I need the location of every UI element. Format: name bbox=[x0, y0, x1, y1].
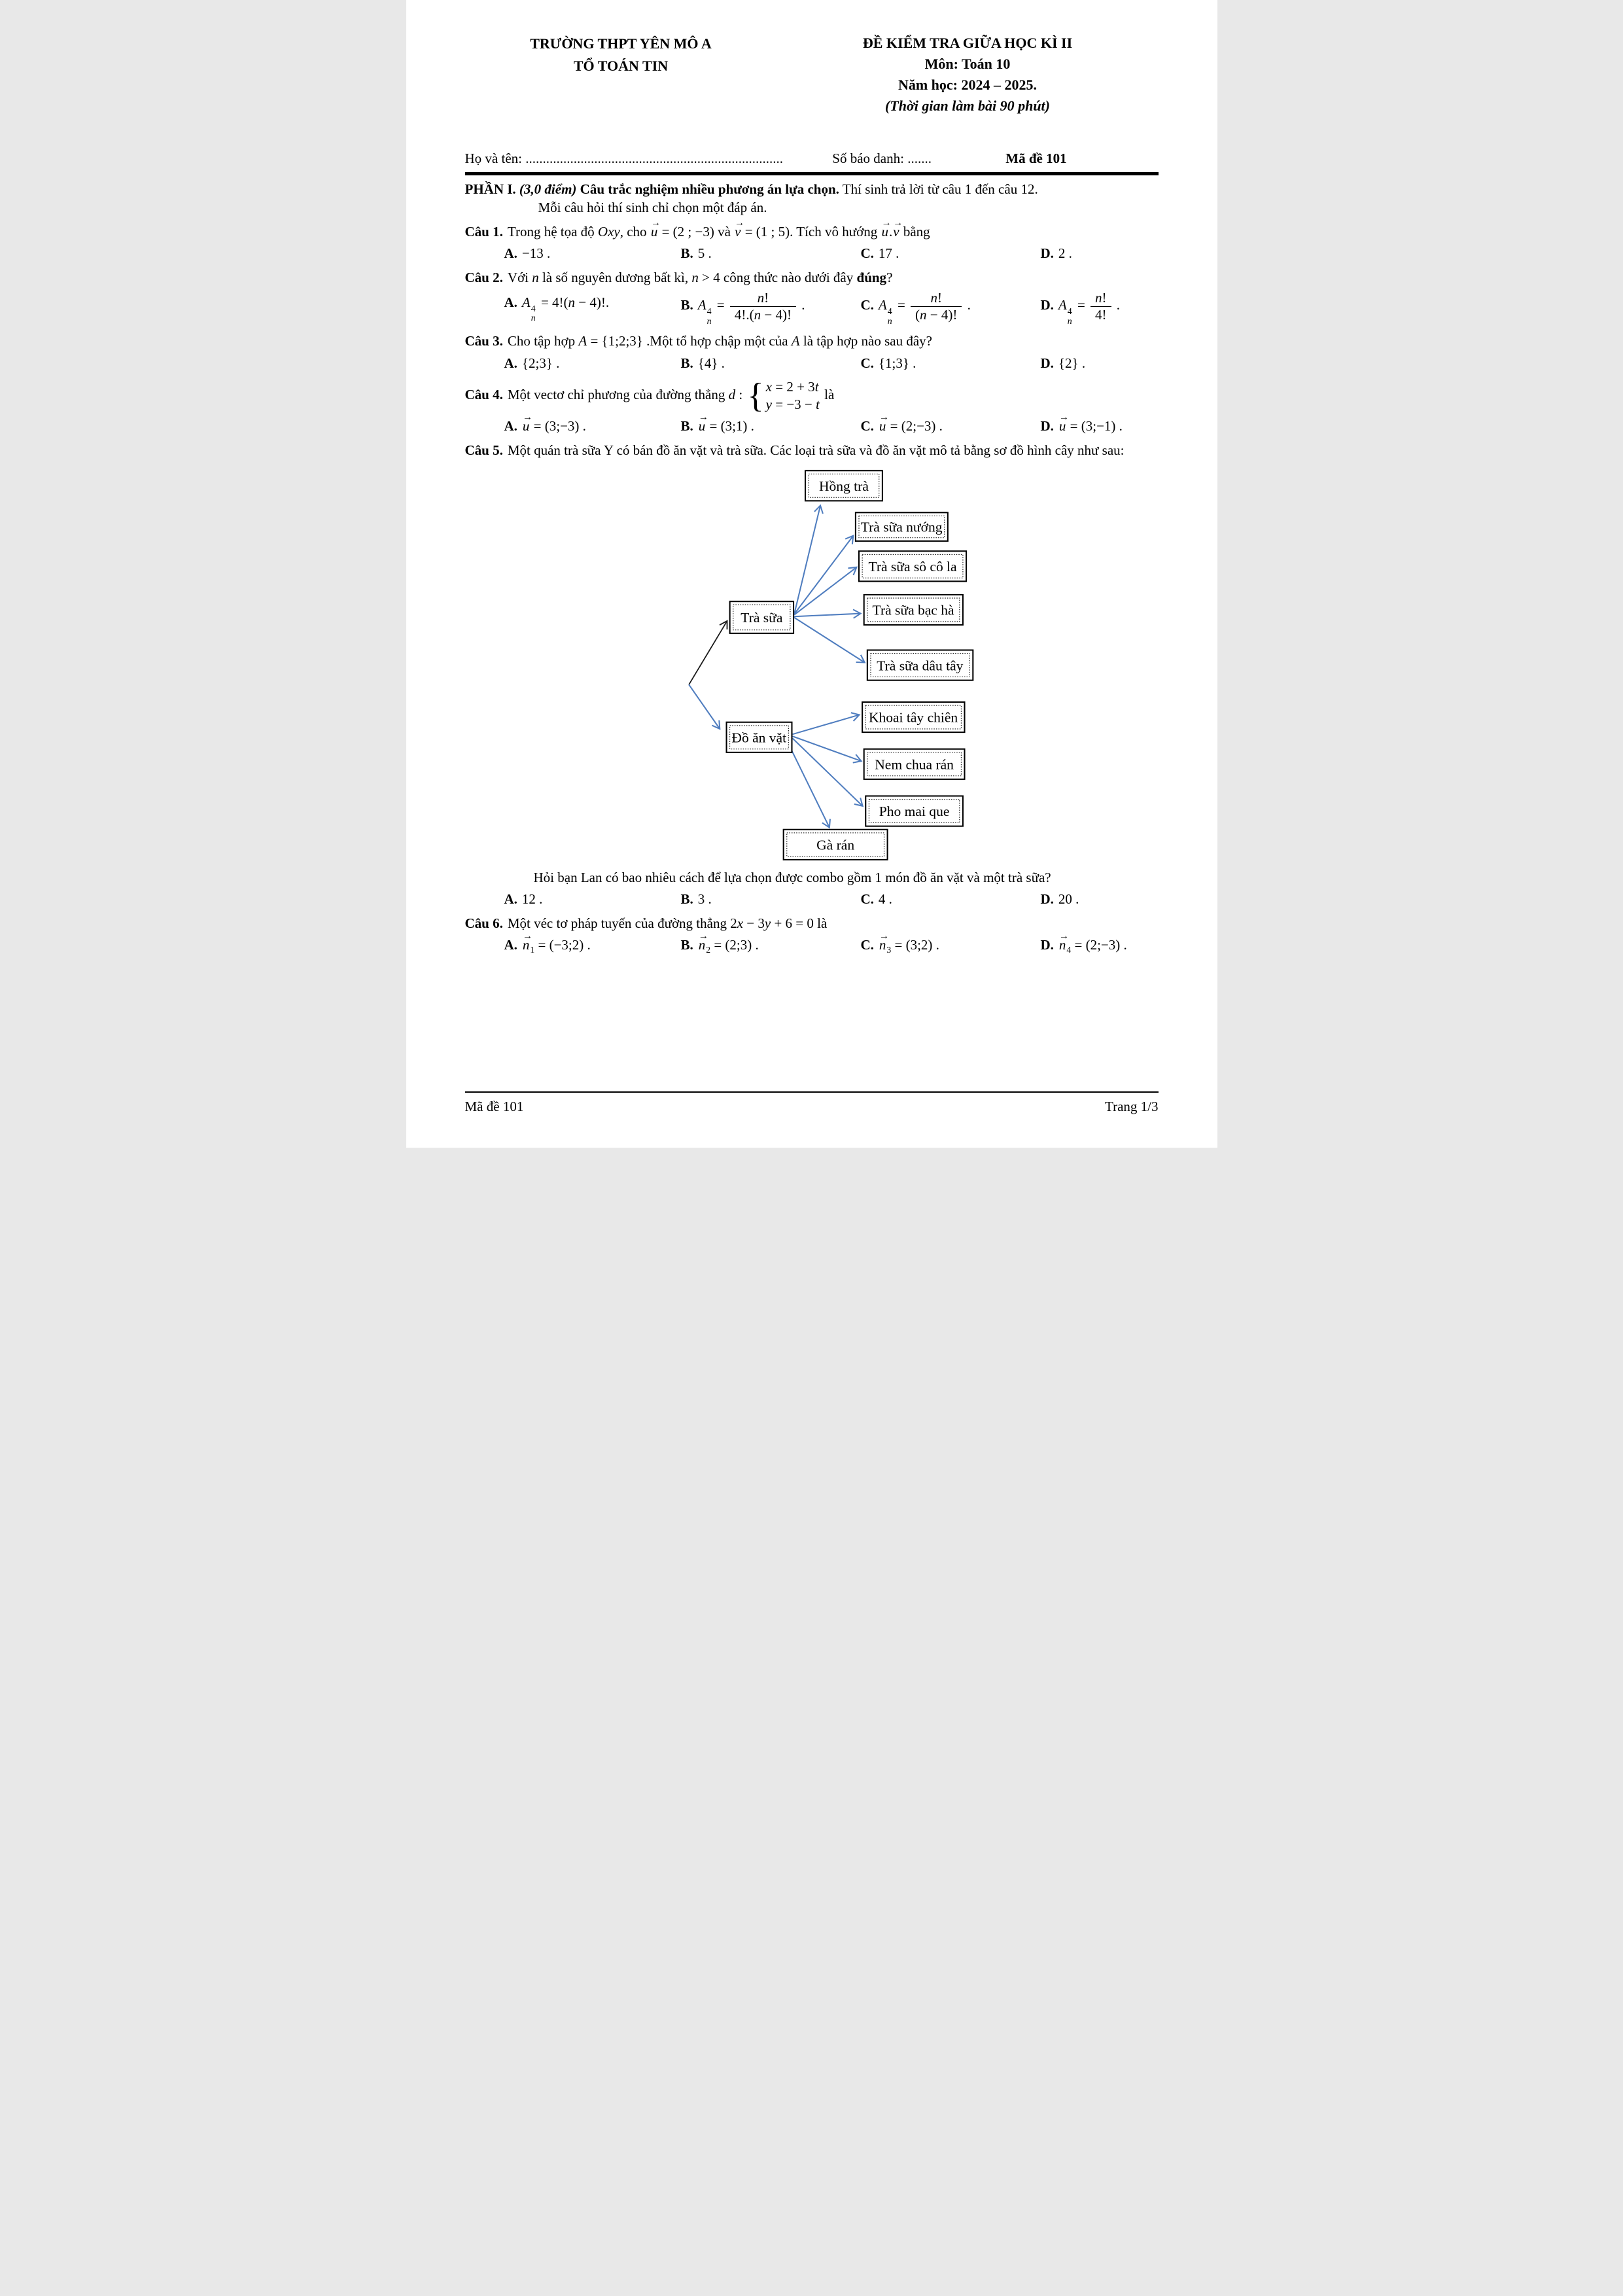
option-d: D. {2} . bbox=[1040, 355, 1086, 371]
arrow-to-dau-tay bbox=[794, 617, 865, 662]
part1-instruction: Mỗi câu hỏi thí sinh chỉ chọn một đáp án. bbox=[538, 199, 767, 215]
svg-text:Khoai tây chiên: Khoai tây chiên bbox=[868, 709, 958, 726]
footer-page-number: Trang 1/3 bbox=[1105, 1099, 1159, 1114]
option-b: B. 3 . bbox=[680, 891, 712, 908]
svg-text:Gà rán: Gà rán bbox=[816, 837, 854, 853]
option-c: C. 4 . bbox=[860, 891, 892, 908]
school-block bbox=[465, 33, 777, 116]
exam-block bbox=[777, 33, 1159, 116]
option-b: B. → u = (3;1) . bbox=[680, 412, 754, 434]
option-d: D. 2 . bbox=[1040, 245, 1072, 262]
part1-heading: PHẦN I. (3,0 điểm) Câu trắc nghiệm nhiều phương án lựa chọn. Thí sinh trả lời từ câu 1 đến câu 12. bbox=[464, 181, 1038, 197]
question-4-options bbox=[465, 412, 1159, 435]
option-d: D. → $n_4$ = (2;−3) . bbox=[1040, 931, 1127, 955]
arrow-root-to-tra-sua bbox=[689, 620, 727, 684]
question-3-stem: Câu 3. Cho tập hợp A = {1;2;3} .Một tổ hợp chập một của A là tập hợp nào sau đây? bbox=[464, 333, 932, 349]
question-2-options bbox=[465, 290, 1159, 326]
sbd-dots: ....... bbox=[907, 150, 932, 166]
option-d: D. → u = (3;−1) . bbox=[1040, 412, 1123, 434]
tree-diagram bbox=[686, 464, 978, 865]
option-c: C. A 4 n = $\frac{n!}{(n - 4)!}$ . bbox=[860, 290, 971, 326]
node-pho-mai-que bbox=[865, 796, 963, 826]
option-d: D. 20 . bbox=[1040, 891, 1079, 908]
option-d: D. A 4 n = $\frac{n!}{4!}$ . bbox=[1040, 290, 1121, 326]
option-b: B. → $n_2$ = (2;3) . bbox=[680, 931, 759, 955]
question-6 bbox=[465, 914, 1159, 957]
header-divider bbox=[465, 172, 1159, 175]
option-b: B. 5 . bbox=[680, 245, 712, 262]
exam-subject: Môn: Toán 10 bbox=[924, 55, 1011, 72]
option-c: C. {1;3} . bbox=[860, 355, 916, 371]
svg-text:Đồ ăn vặt: Đồ ăn vặt bbox=[731, 729, 786, 745]
question-4-stem: Câu 4. Một vectơ chỉ phương của đường thẳng d : { x = 2 + 3t y = −3 − t là bbox=[464, 376, 835, 415]
page-footer bbox=[465, 1091, 1159, 1116]
school-name: TRƯỜNG THPT YÊN MÔ A bbox=[530, 35, 712, 52]
option-a: A. −13 . bbox=[504, 245, 551, 262]
node-tra-sua-nuong bbox=[855, 512, 947, 541]
arrow-to-khoai bbox=[792, 715, 859, 734]
question-4 bbox=[465, 378, 1159, 436]
exam-code: Mã đề 101 bbox=[1005, 150, 1067, 166]
svg-text:Pho mai que: Pho mai que bbox=[879, 803, 949, 819]
option-c: C. 17 . bbox=[860, 245, 899, 262]
tree-arrows bbox=[689, 505, 865, 827]
department: TỔ TOÁN TIN bbox=[573, 58, 669, 75]
question-6-options bbox=[465, 931, 1159, 956]
svg-text:Trà sữa nướng: Trà sữa nướng bbox=[860, 519, 942, 535]
option-a: A. A 4 n = 4!(n − 4)!. bbox=[504, 294, 610, 323]
svg-text:Trà sữa sô cô la: Trà sữa sô cô la bbox=[867, 558, 957, 574]
option-a: A. → u = (3;−3) . bbox=[504, 412, 586, 434]
arrow-to-bac-ha bbox=[794, 613, 861, 616]
option-a: A. 12 . bbox=[504, 891, 543, 908]
exam-year: Năm học: 2024 – 2025. bbox=[898, 76, 1038, 93]
page-header bbox=[465, 33, 1159, 116]
arrow-root-to-do-an-vat bbox=[689, 684, 720, 729]
svg-text:Nem chua rán: Nem chua rán bbox=[874, 756, 954, 772]
name-field: Họ và tên: ........................................................................... bbox=[464, 150, 783, 166]
candidate-info-line bbox=[465, 149, 1159, 168]
question-5 bbox=[465, 441, 1159, 908]
svg-text:Trà sữa bạc hà: Trà sữa bạc hà bbox=[872, 602, 954, 618]
node-tra-sua-dau-tay bbox=[867, 650, 972, 680]
question-1-options bbox=[465, 244, 1159, 262]
question-3-options bbox=[465, 354, 1159, 372]
node-tra-sua-bac-ha bbox=[864, 594, 962, 624]
question-1 bbox=[464, 217, 1159, 262]
sbd-field: Số báo danh: ....... bbox=[832, 150, 932, 166]
footer-exam-code: Mã đề 101 bbox=[464, 1099, 524, 1114]
question-2-stem: Câu 2. Với n là số nguyên dương bất kì, n > 4 công thức nào dưới đây đúng? bbox=[464, 270, 893, 286]
option-a: A. → $n_1$ = (−3;2) . bbox=[504, 931, 591, 955]
question-1-stem: Câu 1. Trong hệ tọa độ Oxy, cho → u = (2 ; −3) và → v = (1 ; 5). Tích vô hướng → u. → v bằng bbox=[464, 217, 930, 239]
name-dots: ........................................................................... bbox=[525, 150, 783, 166]
exam-duration: (Thời gian làm bài 90 phút) bbox=[884, 97, 1050, 114]
node-do-an-vat bbox=[726, 722, 792, 752]
option-b: B. A 4 n = $\frac{n!}{4!.(n - 4)!}$ . bbox=[680, 290, 805, 326]
option-b: B. {4} . bbox=[680, 355, 725, 371]
question-6-stem: Câu 6. Một véc tơ pháp tuyến của đường thẳng 2x − 3y + 6 = 0 là bbox=[464, 915, 828, 932]
svg-text:Trà sữa: Trà sữa bbox=[740, 609, 782, 626]
svg-text:Trà sữa dâu tây: Trà sữa dâu tây bbox=[876, 657, 963, 673]
question-5-prompt: Hỏi bạn Lan có bao nhiêu cách để lựa chọn được combo gồm 1 món đồ ăn vặt và một trà sữa? bbox=[533, 870, 1051, 886]
question-3 bbox=[465, 332, 1159, 372]
node-nem-chua-ran bbox=[864, 749, 964, 779]
question-5-options bbox=[465, 890, 1159, 908]
node-hong-tra bbox=[805, 470, 882, 501]
exam-title: ĐỀ KIỂM TRA GIỮA HỌC KÌ II bbox=[862, 35, 1073, 51]
question-5-stem: Câu 5. Một quán trà sữa Y có bán đồ ăn vặt và trà sữa. Các loại trà sữa và đồ ăn vặt mô tả bằng sơ đồ hình cây như sau: bbox=[464, 442, 1125, 459]
option-a: A. {2;3} . bbox=[504, 355, 560, 371]
arrow-to-ga-ran bbox=[790, 747, 829, 828]
svg-text:Hồng trà: Hồng trà bbox=[818, 478, 869, 494]
node-tra-sua bbox=[729, 601, 793, 633]
option-c: C. → $n_3$ = (3;2) . bbox=[860, 931, 939, 955]
exam-page bbox=[406, 0, 1217, 1148]
option-c: C. → u = (2;−3) . bbox=[860, 412, 943, 434]
node-tra-sua-socola bbox=[859, 551, 966, 581]
node-khoai-tay-chien bbox=[862, 701, 964, 732]
node-ga-ran bbox=[783, 829, 887, 859]
question-2 bbox=[465, 268, 1159, 326]
